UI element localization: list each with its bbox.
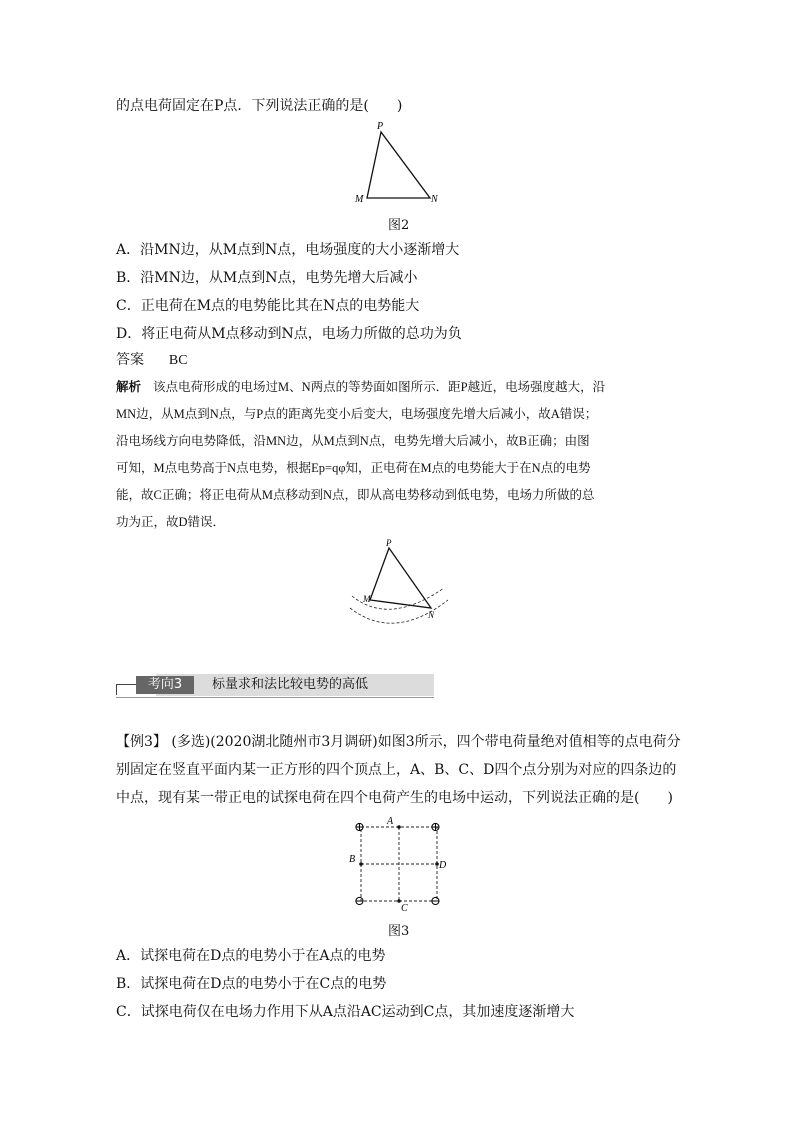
figure-3-caption: 图3 [388,924,410,939]
label-n-expl: N [428,610,435,620]
point-a [397,825,401,829]
q3-option-a: A．试探电荷在D点的电势小于在A点的电势 [116,948,386,964]
answer-row [116,350,188,371]
q1-option-a: A．沿MN边，从M点到N点，电场强度的大小逐渐增大 [116,242,460,258]
explanation-line-4: 可知，M点电势高于N点电势，根据Ep=qφ知，正电荷在M点的电势能大于在N点的电势 [116,461,591,475]
label-m-expl: M [363,594,371,604]
intro-text: 的点电荷固定在P点．下列说法正确的是( ) [116,98,403,114]
charge-bottom-left: ⊖ [354,893,365,908]
label-p: P [377,121,384,132]
explanation-label: 解析 [116,380,142,394]
triangle-pmn-expl [370,548,431,608]
label-b: B [349,854,356,865]
charge-top-right: ⊕ [430,819,441,834]
explanation-line-2: MN边，从M点到N点，与P点的距离先变小后变大，电场强度先增大后减小，故A错误； [116,407,598,421]
example3-line-3: 中点，现有某一带正电的试探电荷在四个电荷产生的电场中运动，下列说法正确的是( ) [116,790,673,806]
label-d: D [439,860,447,871]
label-n: N [431,194,438,205]
explanation-line-1: 解析 该点电荷形成的电场过M、N两点的等势面如图所示．距P越近，电场强度越大，沿 [116,380,606,394]
q3-option-c: C．试探电荷仅在电场力作用下从A点沿AC运动到C点，其加速度逐渐增大 [116,1004,575,1020]
figure-2-triangle [350,118,450,210]
explanation-line-5: 能，故C正确；将正电荷从M点移动到N点，即从高电势移动到低电势，电场力所做的总 [116,488,595,502]
charge-bottom-right: ⊖ [430,893,441,908]
q1-option-c: C．正电荷在M点的电势能比其在N点的电势能大 [116,298,420,314]
label-p-expl: P [386,538,392,548]
label-a: A [387,816,394,827]
label-m: M [355,194,364,205]
section-underline [116,697,434,698]
q3-option-b: B．试探电荷在D点的电势小于在C点的电势 [116,976,387,992]
figure-2-caption: 图2 [388,218,410,233]
section-tick [116,684,137,695]
q1-option-b: B．沿MN边，从M点到N点，电势先增大后减小 [116,270,418,286]
explanation-line-3: 沿电场线方向电势降低，沿MN边，从M点到N点，电势先增大后减小，故B正确；由图 [116,434,590,448]
charge-top-left: ⊕ [354,819,365,834]
answer-label: 答案 [116,352,144,368]
section-title: 标量求和法比较电势的高低 [212,677,369,692]
example3-line-2: 别固定在竖直平面内某一正方形的四个顶点上，A、B、C、D四个点分别为对应的四条边的 [116,762,677,778]
explanation-line-6: 功为正，故D错误． [116,515,226,529]
triangle-pmn [367,132,430,198]
section-header [116,674,434,696]
example3-line-1: 【例3】 (多选)(2020湖北随州市3月调研)如图3所示，四个带电荷量绝对值相等的点电荷分 [116,734,681,750]
answer-value: BC [168,353,188,368]
q1-option-d: D．将正电荷从M点移动到N点，电场力所做的总功为负 [116,326,462,342]
section-tag: 考向3 [136,676,194,694]
label-c: C [401,903,408,912]
point-b [359,862,363,866]
figure-equipotential [344,538,448,638]
figure-3-square [344,812,454,912]
